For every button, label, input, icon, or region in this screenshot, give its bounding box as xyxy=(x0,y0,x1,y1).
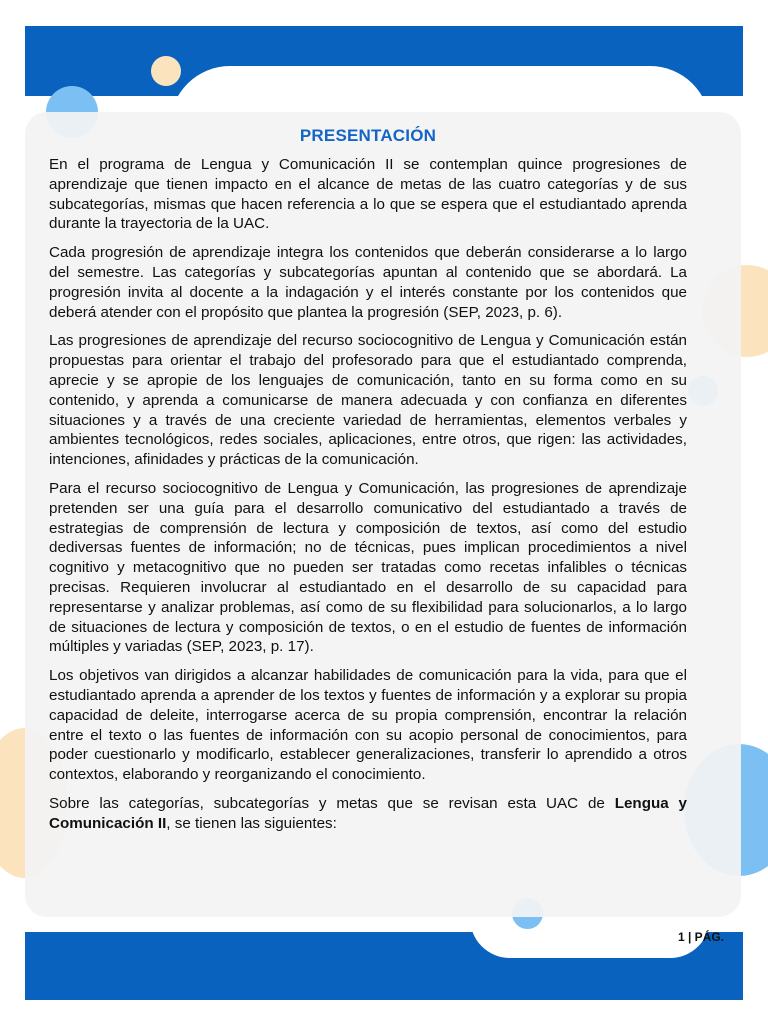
paragraph-6 xyxy=(49,794,687,834)
paragraph-4: Para el recurso sociocognitivo de Lengua y Comunicación, las progresiones de aprendizaje pretenden ser una guía para el desarrollo comunicativo del estudiantado a través de estrategias de comprensión de lectura y composición de textos, así como del estudio dediversas fuentes de información; no de técnicas, pues implican procedimientos a nivel cognitivo y metacognitivo que no pueden ser tratadas como recetas infalibles o técnicas precisas. Requieren involucrar al estudiantado en el desarrollo de su capacidad para representarse y analizar problemas, así como de su flexibilidad para solucionarlos, a lo largo de situaciones de lectura y composición de textos, o en el estudio de fuentes de información múltiples y variadas (SEP, 2023, p. 17). xyxy=(49,479,687,656)
page-number: 1 | PÁG. xyxy=(677,930,724,944)
document-body xyxy=(49,126,687,843)
footer-band-curve xyxy=(470,918,710,958)
paragraph-2: Cada progresión de aprendizaje integra los contenidos que deberán considerarse a lo largo del semestre. Las categorías y subcategorías apuntan al contenido que se abordará. La progresión invita al docente a la indagación y el interés constante por los contenidos que deberá atender con el propósito que plantea la progresión (SEP, 2023, p. 6). xyxy=(49,244,687,321)
paragraph-3: Las progresiones de aprendizaje del recurso sociocognitivo de Lengua y Comunicación están propuestas para orientar el trabajo del profesorado para que el estudiantado comprenda, aprecie y se apropie de los lenguajes de comunicación, tanto en su forma como en su contenido, y aprenda a comunicarse de manera adecuada y con confianza en diferentes situaciones y a través de una creciente variedad de herramientas, elementos verbales y ambientes tecnológicos, redes sociales, aplicaciones, entre otros, que rigen: las actividades, intenciones, afinidades y prácticas de la comunicación. xyxy=(49,332,687,469)
paragraph-1: En el programa de Lengua y Comunicación II se contemplan quince progresiones de aprendizaje que tienen impacto en el alcance de metas de las cuatro categorías y de sus subcategorías, mismas que hacen referencia a lo que se espera que el estudiantado aprenda durante la trayectoria de la UAC. xyxy=(49,156,687,233)
decor-circle-peach-top xyxy=(151,56,181,86)
course-name: Lengua y Comunicación II xyxy=(49,794,688,832)
page-title: PRESENTACIÓN xyxy=(299,126,437,145)
paragraph-6-text: Sobre las categorías, subcategorías y metas que se revisan esta UAC de xyxy=(49,794,615,812)
paragraph-6-end: , se tienen las siguientes: xyxy=(166,814,337,832)
paragraph-5: Los objetivos van dirigidos a alcanzar habilidades de comunicación para la vida, para que el estudiantado aprenda a aprender de los textos y fuentes de información y a explorar su propia capacidad de deleite, interrogarse acerca de su propia comprensión, encontrar la relación entre el texto o las fuentes de información con su acopio personal de conocimientos, para poder cuestionarlo y modificarlo, establecer generalizaciones, transferir lo aprendido a otros contextos, elaborando y reorganizando el conocimiento. xyxy=(49,667,687,784)
